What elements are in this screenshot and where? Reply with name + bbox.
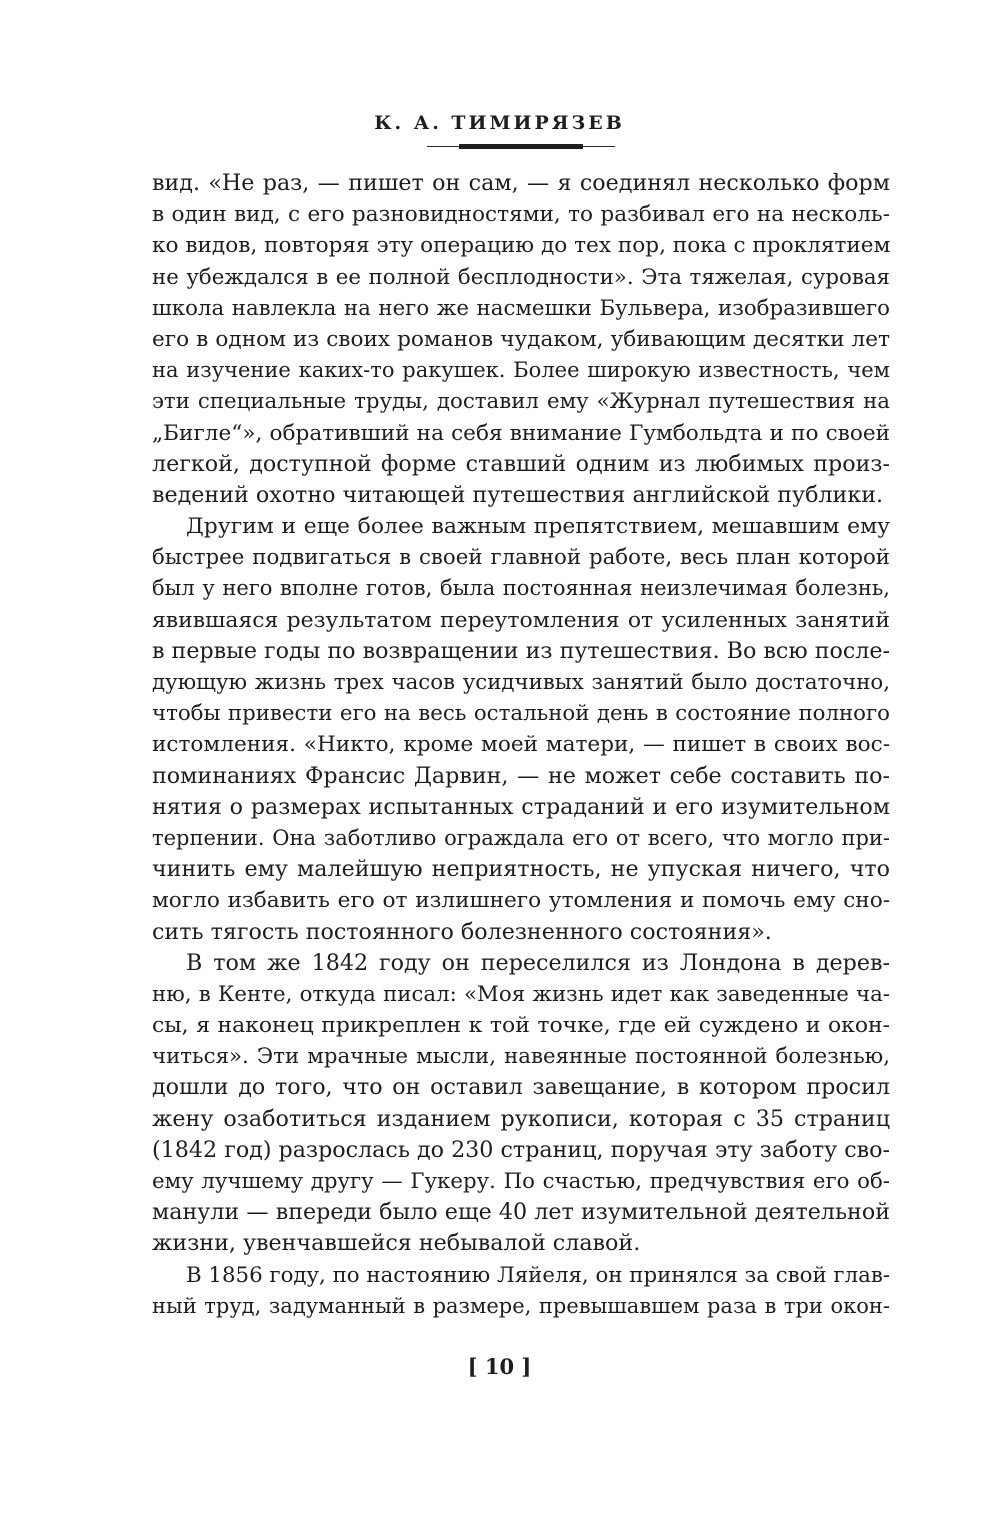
text-line: ему лучшему другу — Гукеру. По счастью, предчувствия его об- (152, 1169, 890, 1194)
text-line: сы, я наконец прикреплен к той точке, где ей суждено и окон- (152, 1013, 890, 1039)
text-line: могло избавить его от излишнего утомления и помочь ему сно- (152, 888, 890, 914)
paragraph (152, 511, 890, 948)
text-line: дошли до того, что он оставил завещание, в котором просил (152, 1074, 890, 1101)
text-line: жизни, увенчавшейся небывалой славой. (152, 1230, 641, 1257)
text-line: ню, в Кенте, откуда писал: «Моя жизнь идет как заведенные ча- (152, 981, 890, 1007)
running-head-rule-accent (459, 144, 583, 149)
text-line: В 1856 году, по настоянию Ляйеля, он принялся за свой глав- (186, 1262, 890, 1288)
body-text (152, 168, 890, 1322)
paragraph (152, 168, 890, 511)
text-line: школа навлекла на него же насмешки Бульвера, изобразившего (152, 295, 890, 321)
paragraph (152, 1260, 890, 1322)
text-line: читься». Эти мрачные мысли, навеянные постоянной болезнью, (152, 1044, 890, 1070)
text-line: легкой, доступной форме ставший одним из любимых произ- (152, 450, 890, 477)
text-line: эти специальные труды, доставил ему «Журнал путешествия на (152, 389, 890, 415)
text-line: ный труд, задуманный в размере, превышавшем раза в три окон- (152, 1293, 890, 1318)
text-line: В том же 1842 году он переселился из Лондона в дерев- (186, 949, 890, 976)
text-line: манули — впереди было еще 40 лет изумительной деятельной (152, 1199, 890, 1226)
text-line: „Бигле“», обративший на себя внимание Гумбольдта и по своей (152, 420, 890, 446)
text-line: в первые годы по возвращении из путешествия. Во всю после- (152, 637, 890, 664)
text-line: нятия о размерах испытанных страданий и его изумительном (152, 793, 890, 820)
text-line: сить тягость постоянного болезненного состояния». (152, 918, 772, 945)
text-line: жену озаботиться изданием рукописи, которая с 35 страниц (152, 1105, 890, 1132)
text-line: вид. «Не раз, — пишет он сам, — я соединял несколько форм (152, 170, 890, 196)
paragraph (152, 948, 890, 1260)
running-head: К. А. ТИМИРЯЗЕВ (374, 112, 625, 134)
page-number: [ 10 ] (467, 1354, 532, 1379)
text-line: чтобы привести его на весь остальной день в состояние полного (152, 701, 890, 727)
text-line: на изучение каких-то ракушек. Более широкую известность, чем (152, 358, 890, 383)
text-line: терпении. Она заботливо ограждала его от всего, что могло при- (152, 825, 890, 850)
text-line: был у него вполне готов, была постоянная неизлечимая болезнь, (152, 576, 890, 601)
text-line: ведений охотно читающей путешествия английской публики. (152, 481, 884, 508)
text-line: (1842 год) разрослась до 230 страниц, поручая эту заботу сво- (152, 1136, 890, 1163)
text-line: поминаниях Франсис Дарвин, — не может себе составить по- (152, 762, 890, 789)
text-line: истомления. «Никто, кроме моей матери, — пишет в своих вос- (152, 732, 890, 758)
text-line: дующую жизнь трех часов усидчивых занятий было достаточно, (152, 670, 890, 695)
text-line: не убеждался в ее полной бесплодности». Эта тяжелая, суровая (152, 264, 890, 290)
text-line: быстрее подвигаться в своей главной работе, весь план которой (152, 545, 890, 571)
text-line: его в одном из своих романов чудаком, убивающим десятки лет (152, 326, 890, 352)
text-line: ко видов, повторяя эту операцию до тех пор, пока с проклятием (152, 233, 890, 259)
text-line: явившаяся результатом переутомления от усиленных занятий (152, 607, 890, 633)
text-line: Другим и еще более важным препятствием, мешавшим ему (186, 514, 890, 540)
text-line: в один вид, с его разновидностями, то разбивал его на несколь- (152, 202, 890, 228)
text-line: чинить ему малейшую неприятность, не упуская ничего, что (152, 856, 890, 883)
